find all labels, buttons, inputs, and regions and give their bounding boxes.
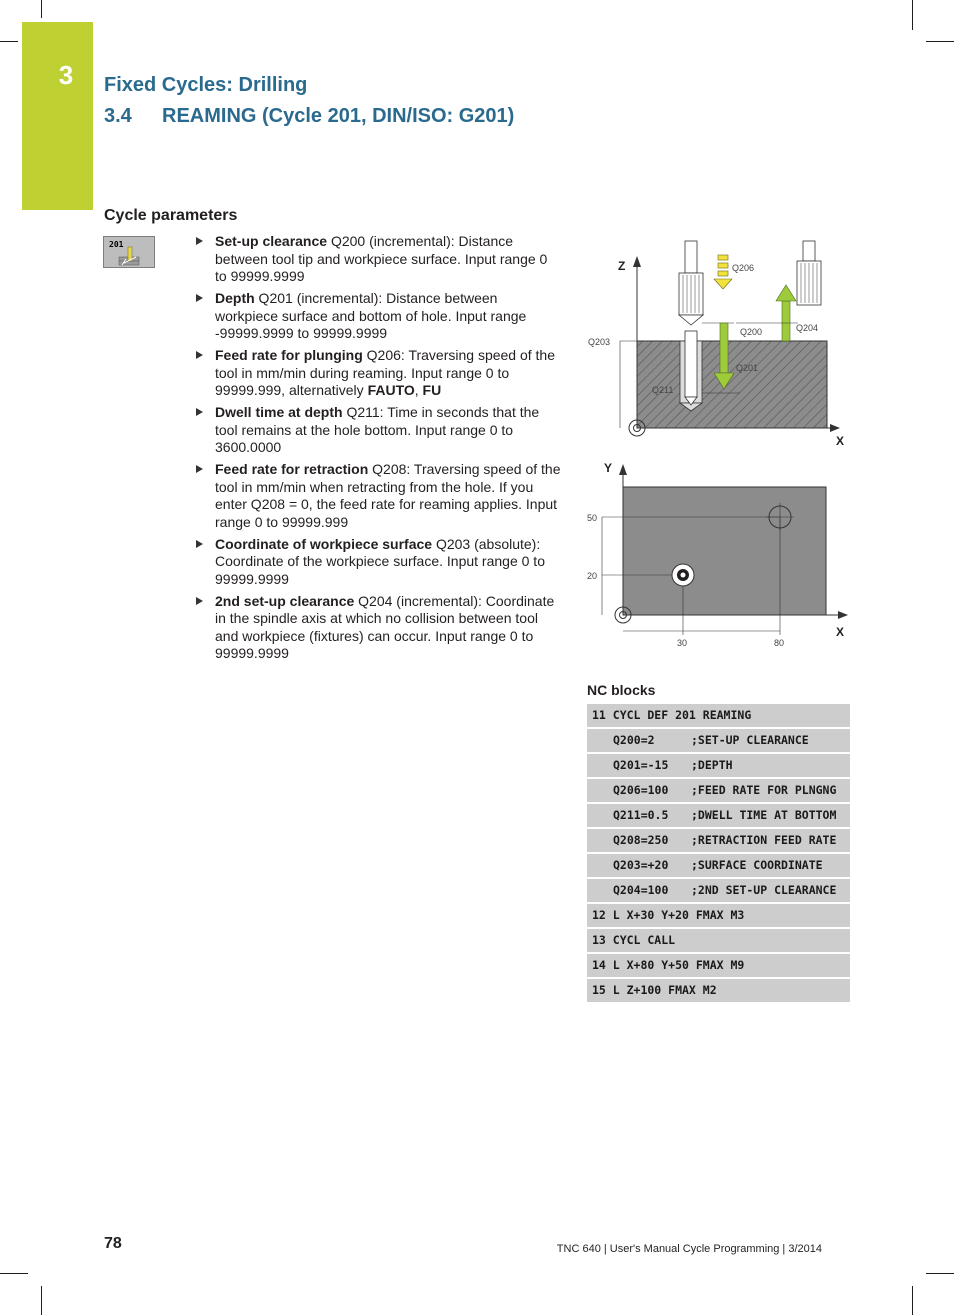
axis-x-label: X: [836, 625, 845, 639]
param-option-fauto: FAUTO: [367, 382, 415, 398]
crop-mark: [912, 0, 913, 30]
nc-param-value: Q201=-15: [587, 753, 688, 778]
y50-label: 50: [587, 513, 598, 523]
nc-param-comment: ;2ND SET-UP CLEARANCE: [688, 878, 850, 903]
param-description: Q211: Time in seconds that the tool remains at the hole bottom. Input range 0 to 3600.0000: [215, 404, 540, 455]
param-name: Coordinate of workpiece surface: [215, 535, 433, 552]
crop-mark: [926, 41, 954, 42]
side-view-diagram: [580, 235, 860, 455]
nc-param-value: Q204=100: [587, 878, 688, 903]
param-description: Q206: Traversing speed of the tool in mm/min during reaming. Input range 0 to 99999.999, alternatively: [215, 347, 556, 398]
workpiece-top: [623, 487, 826, 615]
param-name: Dwell time at depth: [215, 404, 343, 420]
q203-label: Q203: [588, 337, 611, 347]
nc-param-comment: ;DWELL TIME AT BOTTOM: [688, 803, 850, 828]
axis-z-label: Z: [618, 259, 626, 273]
param-name: Set-up clearance: [215, 233, 328, 249]
q211-label: Q211: [652, 385, 674, 395]
top-view-diagram: [580, 455, 860, 655]
nc-param-comment: ;SET-UP CLEARANCE: [688, 728, 850, 753]
table-row: [587, 753, 850, 778]
param-option-fu: FU: [422, 382, 442, 398]
section-title-text: REAMING (Cycle 201, DIN/ISO: G201): [162, 105, 515, 127]
section-title: [104, 105, 514, 128]
tool-in-hole: [685, 331, 697, 397]
param-item-q211: [196, 404, 561, 457]
nc-line: 13 CYCL CALL: [587, 928, 850, 953]
axis-x-label: X: [836, 434, 845, 448]
crop-mark: [0, 41, 18, 42]
nc-param-value: Q203=+20: [587, 853, 688, 878]
q206-feed-arrow: [714, 255, 732, 289]
param-separator: ,: [414, 382, 423, 398]
cycle-parameters-heading: Cycle parameters: [104, 207, 238, 224]
param-description: Q200 (incremental): Distance between tool tip and workpiece surface. Input range 0 to 99999.9999: [215, 233, 548, 284]
param-description: Q201 (incremental): Distance between workpiece surface and bottom of hole. Input range -99999.9999 to 99999.9999: [215, 290, 527, 341]
nc-param-comment: ;DEPTH: [688, 753, 850, 778]
chapter-title: Fixed Cycles: Drilling: [104, 74, 308, 96]
nc-line: 11 CYCL DEF 201 REAMING: [587, 704, 850, 728]
crop-mark: [926, 1273, 954, 1274]
chapter-number: 3: [58, 60, 74, 90]
param-description: Q203 (absolute): Coordinate of the workpiece surface. Input range 0 to 99999.9999: [215, 535, 545, 587]
footer-text: TNC 640 | User's Manual Cycle Programming | 3/2014: [556, 1243, 822, 1255]
bullet-arrow-icon: [196, 237, 203, 245]
table-row: [587, 953, 850, 978]
param-item-q206: [196, 347, 561, 400]
param-item-q208: [196, 461, 561, 531]
param-name: 2nd set-up clearance: [215, 592, 355, 609]
parameter-list: [196, 233, 561, 667]
table-row: [587, 728, 850, 753]
crop-mark: [41, 1286, 42, 1315]
param-description: Q208: Traversing speed of the tool in mm/min when retracting from the hole. If you enter Q208 = 0, the feed rate for reaming applies. Input range 0 to 99999.999: [215, 461, 561, 530]
nc-param-comment: ;RETRACTION FEED RATE: [688, 828, 850, 853]
table-row: [587, 853, 850, 878]
nc-line: 12 L X+30 Y+20 FMAX M3: [587, 903, 850, 928]
bullet-arrow-icon: [196, 540, 203, 548]
table-row: [587, 828, 850, 853]
nc-param-value: Q211=0.5: [587, 803, 688, 828]
param-item-q201: [196, 290, 561, 343]
param-item-q203: [196, 536, 561, 589]
softkey-label: 201: [109, 240, 124, 249]
param-name: Feed rate for retraction: [215, 461, 369, 477]
q200-label: Q200: [740, 327, 763, 337]
x30-label: 30: [677, 638, 688, 648]
q204-clearance-arrow: [776, 285, 796, 341]
nc-param-value: Q200=2: [587, 728, 688, 753]
q206-label: Q206: [732, 263, 755, 273]
param-item-q204: [196, 593, 561, 663]
bullet-arrow-icon: [196, 465, 203, 473]
table-row: [587, 978, 850, 1003]
bullet-arrow-icon: [196, 408, 203, 416]
param-item-q200: [196, 233, 561, 286]
y20-label: 20: [587, 571, 598, 581]
page-number: 78: [104, 1235, 122, 1252]
param-name: Feed rate for plunging: [215, 347, 363, 363]
table-row: [587, 704, 850, 728]
crop-mark: [0, 1273, 28, 1274]
table-row: [587, 928, 850, 953]
table-row: [587, 803, 850, 828]
chapter-tab: [22, 22, 93, 210]
nc-param-comment: ;FEED RATE FOR PLNGNG: [688, 778, 850, 803]
q201-label: Q201: [736, 363, 759, 373]
crop-mark: [41, 0, 42, 18]
nc-param-value: Q206=100: [587, 778, 688, 803]
table-row: [587, 903, 850, 928]
param-name: Depth: [215, 290, 255, 306]
table-row: [587, 878, 850, 903]
bullet-arrow-icon: [196, 351, 203, 359]
bullet-arrow-icon: [196, 597, 203, 605]
nc-param-value: Q208=250: [587, 828, 688, 853]
crop-mark: [912, 1286, 913, 1315]
nc-blocks-table: [587, 704, 850, 1004]
cycle-201-softkey[interactable]: [103, 236, 155, 268]
bullet-arrow-icon: [196, 294, 203, 302]
section-number: 3.4: [104, 105, 132, 127]
q204-label: Q204: [796, 323, 819, 333]
nc-blocks-heading: NC blocks: [587, 682, 656, 698]
axis-y-label: Y: [604, 461, 613, 475]
param-description: Q204 (incremental): Coordinate in the spindle axis at which no collision between tool and workpiece (fixtures) can occur. Input range 0 to 99999.9999: [215, 592, 555, 661]
nc-line: 14 L X+80 Y+50 FMAX M9: [587, 953, 850, 978]
table-row: [587, 778, 850, 803]
nc-line: 15 L Z+100 FMAX M2: [587, 978, 850, 1003]
reaming-tool-icon: [104, 237, 154, 267]
nc-param-comment: ;SURFACE COORDINATE: [688, 853, 850, 878]
x80-label: 80: [774, 638, 785, 648]
